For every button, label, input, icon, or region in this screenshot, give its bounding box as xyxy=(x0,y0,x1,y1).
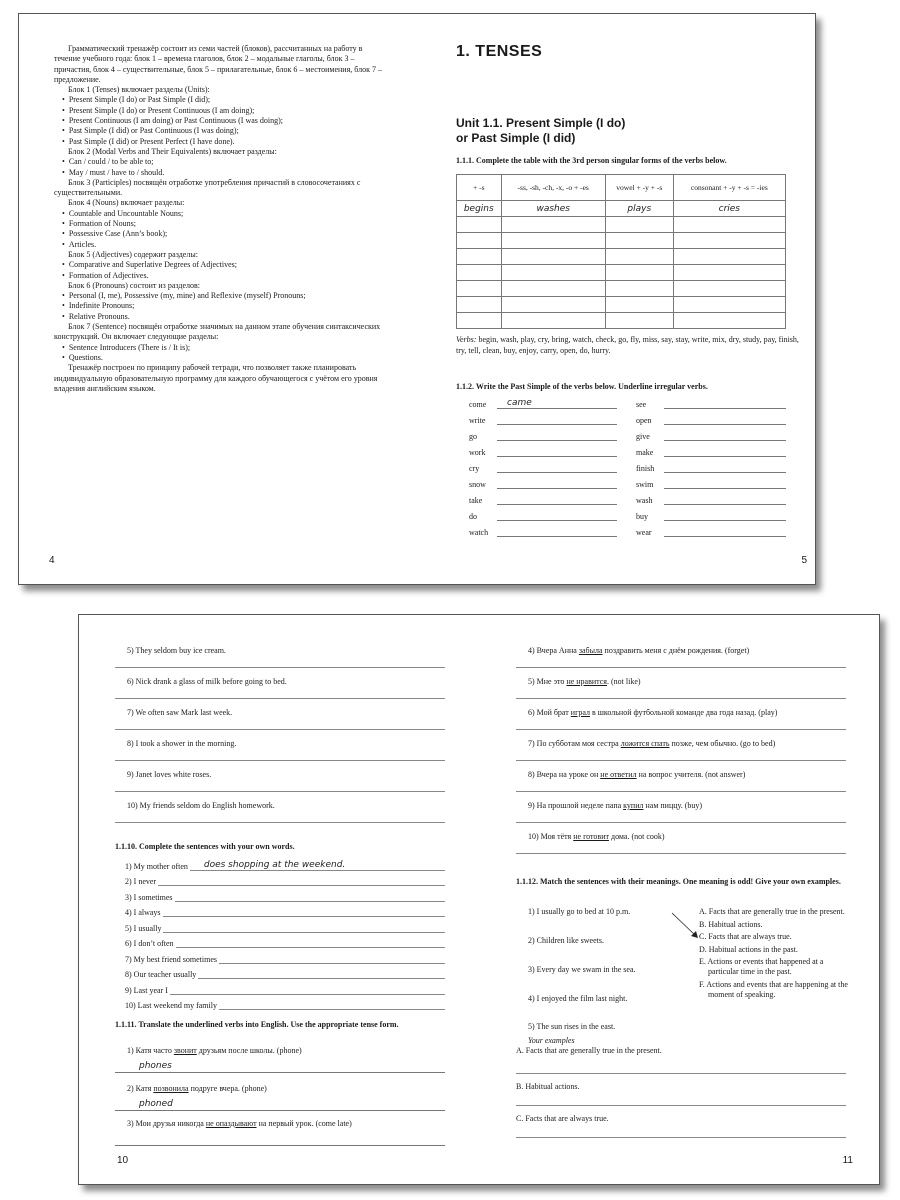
verb-label: cry xyxy=(469,464,480,473)
underlined-verb: ложится спать xyxy=(620,739,670,748)
bullet-item: • Formation of Nouns; xyxy=(54,219,384,229)
underlined-verb: купил xyxy=(623,801,644,810)
table-row xyxy=(457,313,786,329)
prompt-text: 8) Our teacher usually xyxy=(125,970,197,979)
answer-line[interactable] xyxy=(497,495,617,505)
page-10 xyxy=(79,615,480,1184)
match-meaning[interactable]: B. Habitual actions. xyxy=(699,919,763,929)
verb-row xyxy=(636,505,786,521)
prompt-text: 7) По субботам моя сестра xyxy=(528,739,621,748)
paragraph: Блок 5 (Adjectives) содержит разделы: xyxy=(68,249,198,259)
prompt-row xyxy=(115,948,445,964)
handwritten-answer: phones xyxy=(139,1061,172,1071)
intro-text xyxy=(54,44,384,394)
verb-row xyxy=(469,425,617,441)
answer-line[interactable] xyxy=(664,399,786,409)
answer-cell[interactable] xyxy=(457,217,502,233)
paragraph: Блок 3 (Participles) посвящён отработке употребления причастий в словосочетаниях с существительными. xyxy=(54,177,361,198)
answer-line[interactable] xyxy=(219,955,445,964)
verb-label: write xyxy=(469,416,486,425)
sentence-row xyxy=(115,730,445,761)
prompt-text: 7) My best friend sometimes xyxy=(125,954,217,964)
answer-line[interactable] xyxy=(516,1137,846,1138)
table-row xyxy=(457,249,786,265)
verb-label: work xyxy=(469,448,486,457)
match-arrow xyxy=(670,910,710,940)
verb-label: open xyxy=(636,416,652,425)
translation-list xyxy=(516,637,846,854)
translation-item xyxy=(115,1119,445,1146)
page-number: 4 xyxy=(49,555,55,566)
answer-line[interactable] xyxy=(158,877,445,886)
answer-cell[interactable] xyxy=(457,265,502,281)
verb-label: take xyxy=(469,496,483,505)
prompt-text: 3) I sometimes xyxy=(125,892,173,902)
translation-prompt xyxy=(528,770,745,779)
match-meaning[interactable]: E. Actions or events that happened at a particular time in the past. xyxy=(699,957,824,977)
translation-row xyxy=(516,823,846,854)
example-cell[interactable]: plays xyxy=(605,201,673,217)
prompt-row xyxy=(115,886,445,902)
answer-cell[interactable] xyxy=(673,217,785,233)
verb-label: make xyxy=(636,448,654,457)
prompt-text: 4) I always xyxy=(125,908,161,917)
translation-prompt xyxy=(528,739,775,748)
handwritten-answer: does shopping at the weekend. xyxy=(203,859,346,870)
answer-line[interactable] xyxy=(163,908,445,917)
answer-cell[interactable] xyxy=(673,281,785,297)
answer-line[interactable] xyxy=(664,495,786,505)
prompt-row xyxy=(115,917,445,933)
answer-line[interactable] xyxy=(497,463,617,473)
sentence-row xyxy=(115,668,445,699)
answer-line[interactable] xyxy=(198,970,445,979)
prompt-text: в школьной футбольной команде два года назад. (play) xyxy=(589,708,778,717)
table-header-row xyxy=(457,175,786,201)
prompt-text: 6) Мой брат xyxy=(528,708,571,717)
bullet-item: • Can / could / to be able to; xyxy=(54,157,384,167)
prompt-text: на первый урок. (come late) xyxy=(256,1119,352,1128)
answer-line[interactable] xyxy=(664,447,786,457)
translation-prompt xyxy=(115,1119,445,1128)
answer-line[interactable] xyxy=(190,859,445,871)
page-number: 11 xyxy=(842,1155,853,1166)
prompt-text: 1) My mother often xyxy=(125,861,188,871)
match-meaning[interactable]: A. Facts that are generally true in the present. xyxy=(699,907,845,916)
sentence-text: 10) My friends seldom do English homework. xyxy=(127,801,275,810)
prompt-row xyxy=(115,933,445,949)
answer-line[interactable] xyxy=(664,415,786,425)
verb-label: snow xyxy=(469,480,486,489)
example-row xyxy=(516,1046,846,1074)
answer-line[interactable] xyxy=(115,1055,445,1073)
match-sentence[interactable]: 3) Every day we swam in the sea. xyxy=(528,965,636,974)
translation-row xyxy=(516,761,846,792)
prompt-text: 4) Вчера Анна xyxy=(528,646,579,655)
answer-cell[interactable] xyxy=(457,233,502,249)
verb-label: see xyxy=(636,400,647,409)
verbs-label: Verbs: xyxy=(456,335,477,344)
answer-line[interactable] xyxy=(497,527,617,537)
match-sentence[interactable]: 1) I usually go to bed at 10 p.m. xyxy=(528,907,631,916)
prompt-text: 5) Мне это xyxy=(528,677,567,686)
bullet-item: • Comparative and Superlative Degrees of Adjectives; xyxy=(54,260,384,270)
paragraph: Блок 1 (Tenses) включает разделы (Units): xyxy=(68,85,210,95)
answer-line[interactable] xyxy=(664,527,786,537)
task-1-1-2: 1.1.2. Write the Past Simple of the verbs below. Underline irregular verbs. xyxy=(456,382,708,391)
verb-row xyxy=(636,489,786,505)
prompt-text: 5) I usually xyxy=(125,923,162,933)
translation-prompt xyxy=(528,646,749,655)
match-meaning[interactable]: D. Habitual actions in the past. xyxy=(699,944,798,954)
verb-column-left xyxy=(469,393,617,537)
translation-prompt xyxy=(115,1084,445,1093)
verb-label: swim xyxy=(636,480,654,489)
verb-label: do xyxy=(469,512,477,521)
answer-line[interactable] xyxy=(175,893,445,902)
paragraph: Грамматический тренажёр состоит из семи частей (блоков), рассчитанных на работу в течение учебного года: блок 1 – времена глаголов, блок 2 – модальные глаголы, блок 3 – причастия, блок 4 – существительные, блок 5 – прилагательные, блок 6 – местоимения, блок 7 – предложение. xyxy=(54,44,383,84)
verb-row xyxy=(469,473,617,489)
bullet-item: • Possessive Case (Ann’s book); xyxy=(54,229,384,239)
bullet-item: • Articles. xyxy=(54,240,384,250)
bullet-item: • May / must / have to / should. xyxy=(54,168,384,178)
answer-cell[interactable] xyxy=(673,265,785,281)
paragraph: Блок 2 (Modal Verbs and Their Equivalents) включает разделы: xyxy=(68,146,277,156)
prompt-row xyxy=(115,855,445,871)
example-text: B. Habitual actions. xyxy=(516,1082,580,1091)
conjugation-table xyxy=(456,174,786,329)
answer-cell[interactable] xyxy=(457,313,502,329)
page-number: 5 xyxy=(801,555,807,566)
verb-label: buy xyxy=(636,512,648,521)
unit-title xyxy=(456,116,625,146)
verb-row xyxy=(636,441,786,457)
underlined-verb: позвонила xyxy=(153,1084,189,1093)
bullet-item: • Past Simple (I did) or Past Continuous (I was doing); xyxy=(54,126,384,136)
answer-cell[interactable] xyxy=(501,217,605,233)
translation-prompt xyxy=(115,1046,445,1055)
translation-prompt xyxy=(528,801,702,810)
answer-line[interactable] xyxy=(170,986,445,995)
prompt-row xyxy=(115,979,445,995)
translation-row xyxy=(516,637,846,668)
answer-cell[interactable] xyxy=(501,265,605,281)
answer-line[interactable] xyxy=(664,479,786,489)
example-cell[interactable]: washes xyxy=(501,201,605,217)
answer-cell[interactable] xyxy=(605,281,673,297)
answer-line[interactable] xyxy=(516,853,846,854)
verb-label: go xyxy=(469,432,477,441)
answer-cell[interactable] xyxy=(501,281,605,297)
prompt-row xyxy=(115,995,445,1011)
verb-row xyxy=(636,425,786,441)
paragraph: Блок 6 (Pronouns) состоит из разделов: xyxy=(68,280,201,290)
spread-pages-10-11 xyxy=(78,614,880,1185)
prompt-text: друзьям после школы. (phone) xyxy=(196,1046,302,1055)
example-row xyxy=(516,1074,846,1106)
table-row xyxy=(457,281,786,297)
example-cell[interactable]: begins xyxy=(457,201,502,217)
table-header: vowel + -y + -s xyxy=(605,175,673,201)
verbs-text: begin, wash, play, cry, bring, watch, check, go, fly, miss, say, stay, write, mix, dry, study, pay, finish, try, tell, clean, buy, enjoy, carry, open, do, hurry. xyxy=(456,335,799,355)
answer-cell[interactable] xyxy=(673,313,785,329)
prompt-text: 9) Last year I xyxy=(125,985,168,995)
answer-cell[interactable] xyxy=(605,217,673,233)
answer-line[interactable] xyxy=(176,939,445,948)
prompt-text: позже, чем обычно. (go to bed) xyxy=(669,739,776,748)
answer-line[interactable] xyxy=(664,431,786,441)
example-text: C. Facts that are always true. xyxy=(516,1114,609,1123)
page-number: 10 xyxy=(117,1155,129,1166)
prompt-text: 2) I never xyxy=(125,877,157,886)
verb-label: watch xyxy=(469,528,489,537)
answer-cell[interactable] xyxy=(605,265,673,281)
table-row xyxy=(457,233,786,249)
page-4 xyxy=(19,14,418,584)
prompt-text: дома. (not cook) xyxy=(609,832,665,841)
bullet-item: • Countable and Uncountable Nouns; xyxy=(54,209,384,219)
underlined-verb: забыла xyxy=(578,646,603,655)
sentence-row xyxy=(115,792,445,823)
answer-line[interactable] xyxy=(664,511,786,521)
examples-list xyxy=(516,1046,846,1138)
prompt-text: подруге вчера. (phone) xyxy=(188,1084,267,1093)
spread-pages-4-5 xyxy=(18,13,816,585)
table-header: consonant + -y + -s = -ies xyxy=(673,175,785,201)
underlined-verb: не готовит xyxy=(573,832,609,841)
verb-row xyxy=(469,457,617,473)
example-text: A. Facts that are generally true in the present. xyxy=(516,1046,662,1055)
match-sentence[interactable]: 5) The sun rises in the east. xyxy=(528,1022,616,1031)
answer-cell[interactable] xyxy=(673,233,785,249)
answer-line[interactable] xyxy=(497,479,617,489)
underlined-verb: звонит xyxy=(173,1046,197,1055)
verb-column-right xyxy=(636,393,786,537)
answer-line[interactable] xyxy=(497,447,617,457)
bullet-item: • Personal (I, me), Possessive (my, mine) and Reflexive (myself) Pronouns; xyxy=(54,291,384,301)
match-meanings xyxy=(699,907,849,1003)
answer-cell[interactable] xyxy=(501,233,605,249)
prompt-text: 3) Мои друзья никогда xyxy=(127,1119,206,1128)
answer-line[interactable] xyxy=(115,1128,445,1146)
sentence-list xyxy=(115,637,445,823)
verb-row xyxy=(469,441,617,457)
prompt-list xyxy=(115,855,445,1010)
sentence-text: 6) Nick drank a glass of milk before going to bed. xyxy=(127,677,287,686)
answer-line[interactable] xyxy=(497,399,617,409)
prompt-text: нам пиццу. (buy) xyxy=(643,801,703,810)
bullet-item: • Questions. xyxy=(54,353,384,363)
match-sentence[interactable]: 4) I enjoyed the film last night. xyxy=(528,994,628,1003)
prompt-text: 9) На прошлой неделе папа xyxy=(528,801,624,810)
translation-item xyxy=(115,1084,445,1111)
table-header: + -s xyxy=(457,175,502,201)
table-row xyxy=(457,217,786,233)
underlined-verb: играл xyxy=(570,708,590,717)
verb-row xyxy=(636,409,786,425)
bullet-item: • Indefinite Pronouns; xyxy=(54,301,384,311)
sentence-row xyxy=(115,637,445,668)
verb-row xyxy=(469,393,617,409)
prompt-row xyxy=(115,902,445,918)
translation-row xyxy=(516,792,846,823)
match-meaning[interactable]: F. Actions and events that are happening at the moment of speaking. xyxy=(699,979,848,999)
translation-row xyxy=(516,730,846,761)
answer-cell[interactable] xyxy=(673,297,785,313)
answer-cell[interactable] xyxy=(457,281,502,297)
translation-item xyxy=(115,1046,445,1073)
answer-line[interactable] xyxy=(497,415,617,425)
table-row xyxy=(457,201,786,217)
answer-cell[interactable] xyxy=(605,233,673,249)
unit-title-line2: or Past Simple (I did) xyxy=(456,131,576,145)
paragraph: Тренажёр построен по принципу рабочей тетради, что позволяет также планировать индивидуальную образовательную программу для каждого обучающегося с учётом его уровня владения английским языком. xyxy=(54,363,378,393)
verb-row xyxy=(636,457,786,473)
verb-row xyxy=(636,393,786,409)
answer-cell[interactable] xyxy=(605,313,673,329)
bullet-item: • Present Continuous (I am doing) or Past Continuous (I was doing); xyxy=(54,116,384,126)
answer-line[interactable] xyxy=(115,1093,445,1111)
answer-cell[interactable] xyxy=(501,313,605,329)
bullet-item: • Present Simple (I do) or Past Simple (I did); xyxy=(54,95,384,105)
page-5 xyxy=(418,14,816,584)
your-examples-label: Your examples xyxy=(528,1036,575,1045)
prompt-text: 6) I don’t often xyxy=(125,939,174,948)
verb-label: give xyxy=(636,432,650,441)
answer-line[interactable] xyxy=(219,1001,445,1010)
prompt-text: 2) Катя xyxy=(127,1084,154,1093)
bullet-item: • Past Simple (I did) or Present Perfect (I have done). xyxy=(54,137,384,147)
match-sentence[interactable]: 2) Children like sweets. xyxy=(528,936,604,945)
verb-label: come xyxy=(469,400,487,409)
translation-row xyxy=(516,668,846,699)
bullet-item: • Formation of Adjectives. xyxy=(54,271,384,281)
verb-row xyxy=(469,409,617,425)
translation-row xyxy=(516,699,846,730)
example-cell[interactable]: cries xyxy=(673,201,785,217)
handwritten-answer: came xyxy=(507,398,532,408)
task-1-1-10: 1.1.10. Complete the sentences with your own words. xyxy=(115,842,295,851)
answer-line[interactable] xyxy=(664,463,786,473)
prompt-text: поздравить меня с днём рождения. (forget) xyxy=(602,646,750,655)
table-header: -ss, -sh, -ch, -x, -o + -es xyxy=(501,175,605,201)
answer-cell[interactable] xyxy=(605,297,673,313)
bullet-item: • Present Simple (I do) or Present Continuous (I am doing); xyxy=(54,106,384,116)
verb-row xyxy=(636,473,786,489)
verb-label: wear xyxy=(636,528,652,537)
underlined-verb: не нравится xyxy=(566,677,607,686)
answer-line[interactable] xyxy=(497,511,617,521)
bullet-item: • Sentence Introducers (There is / It is); xyxy=(54,343,384,353)
prompt-text: 1) Катя часто xyxy=(127,1046,174,1055)
sentence-row xyxy=(115,761,445,792)
task-1-1-11: 1.1.11. Translate the underlined verbs into English. Use the appropriate tense form. xyxy=(115,1020,399,1029)
verb-row xyxy=(469,521,617,537)
translation-prompt xyxy=(528,832,665,841)
table-row xyxy=(457,265,786,281)
translation-prompt xyxy=(528,708,777,717)
answer-cell[interactable] xyxy=(673,249,785,265)
verbs-list xyxy=(456,335,801,356)
prompt-text: 10) Моя тётя xyxy=(528,832,574,841)
answer-cell[interactable] xyxy=(605,249,673,265)
prompt-text: 10) Last weekend my family xyxy=(125,1001,217,1010)
task-1-1-12: 1.1.12. Match the sentences with their meanings. One meaning is odd! Give your own examples. xyxy=(516,877,841,886)
sentence-text: 8) I took a shower in the morning. xyxy=(127,739,237,748)
prompt-row xyxy=(115,964,445,980)
sentence-row xyxy=(115,699,445,730)
verb-label: wash xyxy=(636,496,653,505)
section-heading: 1. TENSES xyxy=(456,43,543,60)
table-row xyxy=(457,297,786,313)
sentence-text: 7) We often saw Mark last week. xyxy=(127,708,233,717)
answer-line[interactable] xyxy=(163,924,445,933)
answer-cell[interactable] xyxy=(457,249,502,265)
verb-row xyxy=(636,521,786,537)
verb-row xyxy=(469,489,617,505)
page-11 xyxy=(480,615,880,1184)
translation-prompt xyxy=(528,677,641,686)
underlined-verb: не ответил xyxy=(600,770,637,779)
bullet-item: • Relative Pronouns. xyxy=(54,312,384,322)
sentence-text: 9) Janet loves white roses. xyxy=(127,770,212,779)
prompt-text: 8) Вчера на уроке он xyxy=(528,770,601,779)
handwritten-answer: phoned xyxy=(139,1099,173,1109)
unit-title-line1: Unit 1.1. Present Simple (I do) xyxy=(456,116,626,130)
answer-cell[interactable] xyxy=(501,297,605,313)
answer-line[interactable] xyxy=(497,431,617,441)
prompt-text: на вопрос учителя. (not answer) xyxy=(636,770,746,779)
prompt-text: . (not like) xyxy=(606,677,641,686)
answer-cell[interactable] xyxy=(457,297,502,313)
match-meaning[interactable]: C. Facts that are always true. xyxy=(699,932,792,942)
verb-row xyxy=(469,505,617,521)
answer-line[interactable] xyxy=(115,822,445,823)
prompt-row xyxy=(115,871,445,887)
verb-label: finish xyxy=(636,464,655,473)
task-1-1-1: 1.1.1. Complete the table with the 3rd person singular forms of the verbs below. xyxy=(456,156,727,165)
paragraph: Блок 4 (Nouns) включает разделы: xyxy=(68,198,185,208)
underlined-verb: не опаздывают xyxy=(205,1119,257,1128)
paragraph: Блок 7 (Sentence) посвящён отработке значимых на данном этапе обучения синтаксических конструкций. Он включает следующие разделы: xyxy=(54,322,381,342)
sentence-text: 5) They seldom buy ice cream. xyxy=(127,646,226,655)
answer-cell[interactable] xyxy=(501,249,605,265)
example-row xyxy=(516,1106,846,1138)
